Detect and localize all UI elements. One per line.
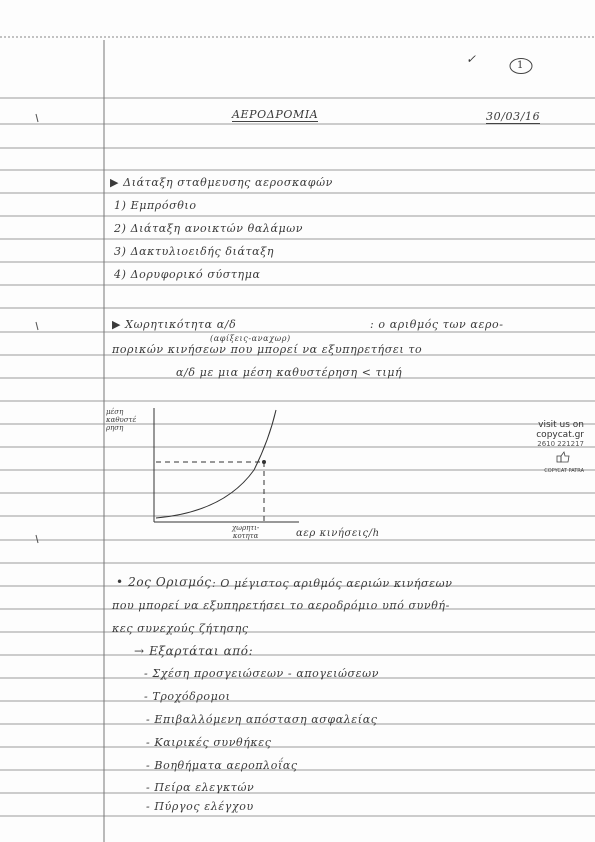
- depends-item-7: - Πύργος ελέγχου: [146, 800, 254, 813]
- section2-heading: ▶ Χωρητικότητα α/δ: [112, 318, 237, 331]
- copycat-thumb-icon: [556, 451, 570, 463]
- hole-mark-1: [36, 114, 38, 122]
- section2-definition-1: : ο αριθμός των αερο-: [370, 318, 504, 331]
- depends-item-1: - Σχέση προσγειώσεων - απογειώσεων: [144, 667, 380, 680]
- section1-heading: ▶ Διάταξη σταθμευσης αεροσκαφών: [110, 176, 333, 189]
- section3-definition-3: κες συνεχούς ζήτησης: [112, 622, 249, 635]
- hole-mark-3: [36, 535, 38, 543]
- depends-heading: → Εξαρτάται από:: [134, 644, 254, 658]
- date: 30/03/16: [486, 110, 541, 123]
- section2-definition-2: πορικών κινήσεων που μπορεί να εξυπηρετήσει το: [112, 343, 423, 356]
- capacity-point: [262, 460, 266, 464]
- section1-item-2: 2) Διάταξη ανοικτών θαλάμων: [114, 222, 304, 235]
- section1-item-4: 4) Δορυφορικό σύστημα: [114, 268, 261, 281]
- depends-item-5: - Βοηθήματα αεροπλοΐας: [146, 759, 298, 772]
- graph-x-label-capacity: χωρητι- κοτητα: [232, 524, 260, 540]
- hole-mark-2: [36, 322, 38, 330]
- section3-heading: • 2ος Ορισμός: [116, 575, 212, 589]
- graph-x-label: αερ κινήσεις/h: [296, 528, 380, 539]
- page-number: 1: [517, 60, 524, 71]
- page-title: ΑΕΡΟΔΡΟΜΙΑ: [232, 108, 319, 121]
- section1-item-1: 1) Εμπρόσθιο: [114, 199, 197, 212]
- depends-item-6: - Πείρα ελεγκτών: [146, 781, 255, 794]
- section1-item-3: 3) Δακτυλιοειδής διάταξη: [114, 245, 275, 258]
- delay-curve: [156, 410, 276, 518]
- section2-annotation: (αφίξεις-αναχωρ): [210, 334, 291, 343]
- section3-definition-1: : Ο μέγιστος αριθμός αεριών κινήσεων: [212, 577, 453, 590]
- depends-item-2: - Τροχόδρομοι: [144, 690, 231, 703]
- check-mark: ✓: [466, 52, 477, 66]
- depends-item-4: - Καιρικές συνθήκες: [146, 736, 272, 749]
- copycat-watermark: visit us on copycat.gr 2610 221217 COPYCAT PATRA: [536, 420, 584, 474]
- graph-y-label: μέση καθυστέ ρηση: [106, 408, 137, 432]
- section2-definition-3: α/δ με μια μέση καθυστέρηση < τιμή: [176, 366, 403, 379]
- depends-item-3: - Επιβαλλόμενη απόσταση ασφαλείας: [146, 713, 378, 726]
- section3-definition-2: που μπορεί να εξυπηρετήσει το αεροδρόμιο υπό συνθή-: [112, 599, 450, 612]
